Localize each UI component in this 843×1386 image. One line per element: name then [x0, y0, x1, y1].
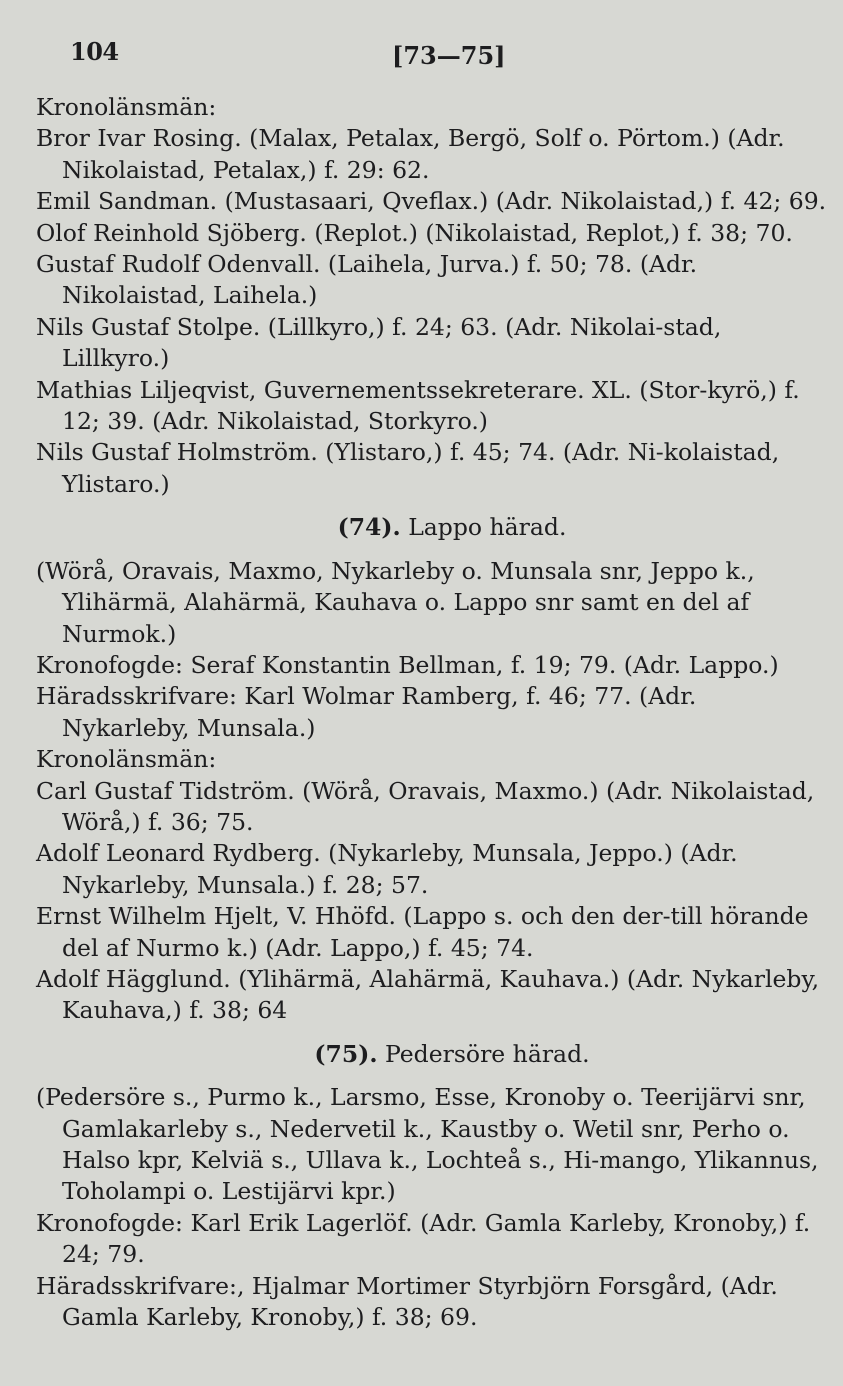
official-entry: Emil Sandman. (Mustasaari, Qveflax.) (Adr. Nikolaistad,) f. 42; 69.	[36, 187, 827, 216]
official-entry: Carl Gustaf Tidström. (Wörå, Oravais, Maxmo.) (Adr. Nikolaistad, Wörå,) f. 36; 75.	[36, 776, 815, 836]
official-entry: Mathias Liljeqvist, Guvernementssekreterare. XL. (Stor-kyrö,) f. 12; 39. (Adr. Nikolaistad, Storkyro.)	[36, 375, 800, 436]
page-body	[36, 92, 828, 1333]
official-entry: Ernst Wilhelm Hjelt, V. Hhöfd. (Lappo s. och den der-till hörande del af Nurmo k.) (Adr. Lappo,) f. 45; 74.	[36, 902, 809, 962]
kronofogde-line: Kronofogde: Karl Erik Lagerlöf. (Adr. Gamla Karleby, Kronoby,) f. 24; 79.	[36, 1208, 811, 1269]
official-entry: Gustaf Rudolf Odenvall. (Laihela, Jurva.) f. 50; 78. (Adr. Nikolaistad, Laihela.)	[36, 250, 698, 310]
section-number: (74).	[337, 513, 401, 542]
entry-range: [73—75]	[392, 41, 506, 70]
section-name: Lappo härad.	[408, 513, 567, 542]
section-name: Pedersöre härad.	[385, 1039, 590, 1068]
section-number: (75).	[314, 1039, 378, 1068]
official-entry: Adolf Leonard Rydberg. (Nykarleby, Munsala, Jeppo.) (Adr. Nykarleby, Munsala.) f. 28; 57.	[36, 839, 738, 899]
section-title-75	[36, 1039, 828, 1070]
official-entry: Adolf Hägglund. (Ylihärmä, Alahärmä, Kauhava.) (Adr. Nykarleby, Kauhava,) f. 38; 64	[36, 964, 820, 1025]
haradsskrifvare-line: Häradsskrifvare: Karl Wolmar Ramberg, f. 46; 77. (Adr. Nykarleby, Munsala.)	[36, 682, 697, 742]
district-parishes: (Wörå, Oravais, Maxmo, Nykarleby o. Munsala snr, Jeppo k., Ylihärmä, Alahärmä, Kauhava o. Lappo snr samt en del af Nurmok.)	[36, 556, 755, 648]
page-number: 104	[70, 37, 119, 66]
official-entry: Olof Reinhold Sjöberg. (Replot.) (Nikolaistad, Replot,) f. 38; 70.	[36, 218, 793, 247]
official-entry: Nils Gustaf Stolpe. (Lillkyro,) f. 24; 63. (Adr. Nikolai-stad, Lillkyro.)	[36, 312, 722, 373]
official-entry: Nils Gustaf Holmström. (Ylistaro,) f. 45; 74. (Adr. Ni-kolaistad, Ylistaro.)	[36, 438, 780, 498]
kronolansman-heading-73: Kronolänsmän:	[36, 93, 217, 121]
section-title-74	[36, 512, 828, 543]
haradsskrifvare-line: Häradsskrifvare:, Hjalmar Mortimer Styrbjörn Forsgård, (Adr. Gamla Karleby, Kronoby,) f. 38; 69.	[36, 1271, 778, 1332]
kronofogde-line: Kronofogde: Seraf Konstantin Bellman, f. 19; 79. (Adr. Lappo.)	[36, 650, 779, 679]
official-entry: Bror Ivar Rosing. (Malax, Petalax, Bergö, Solf o. Pörtom.) (Adr. Nikolaistad, Petalax,) f. 29: 62.	[36, 124, 785, 184]
district-parishes: (Pedersöre s., Purmo k., Larsmo, Esse, Kronoby o. Teerijärvi snr, Gamlakarleby s., Nedervetil k., Kaustby o. Wetil snr, Perho o. Halso kpr, Kelviä s., Ullava k., Lochteå s., Hi-mango, Ylikannus, Toholampi o. Lestijärvi kpr.)	[36, 1083, 819, 1206]
kronolansman-heading-74: Kronolänsmän:	[36, 745, 217, 774]
